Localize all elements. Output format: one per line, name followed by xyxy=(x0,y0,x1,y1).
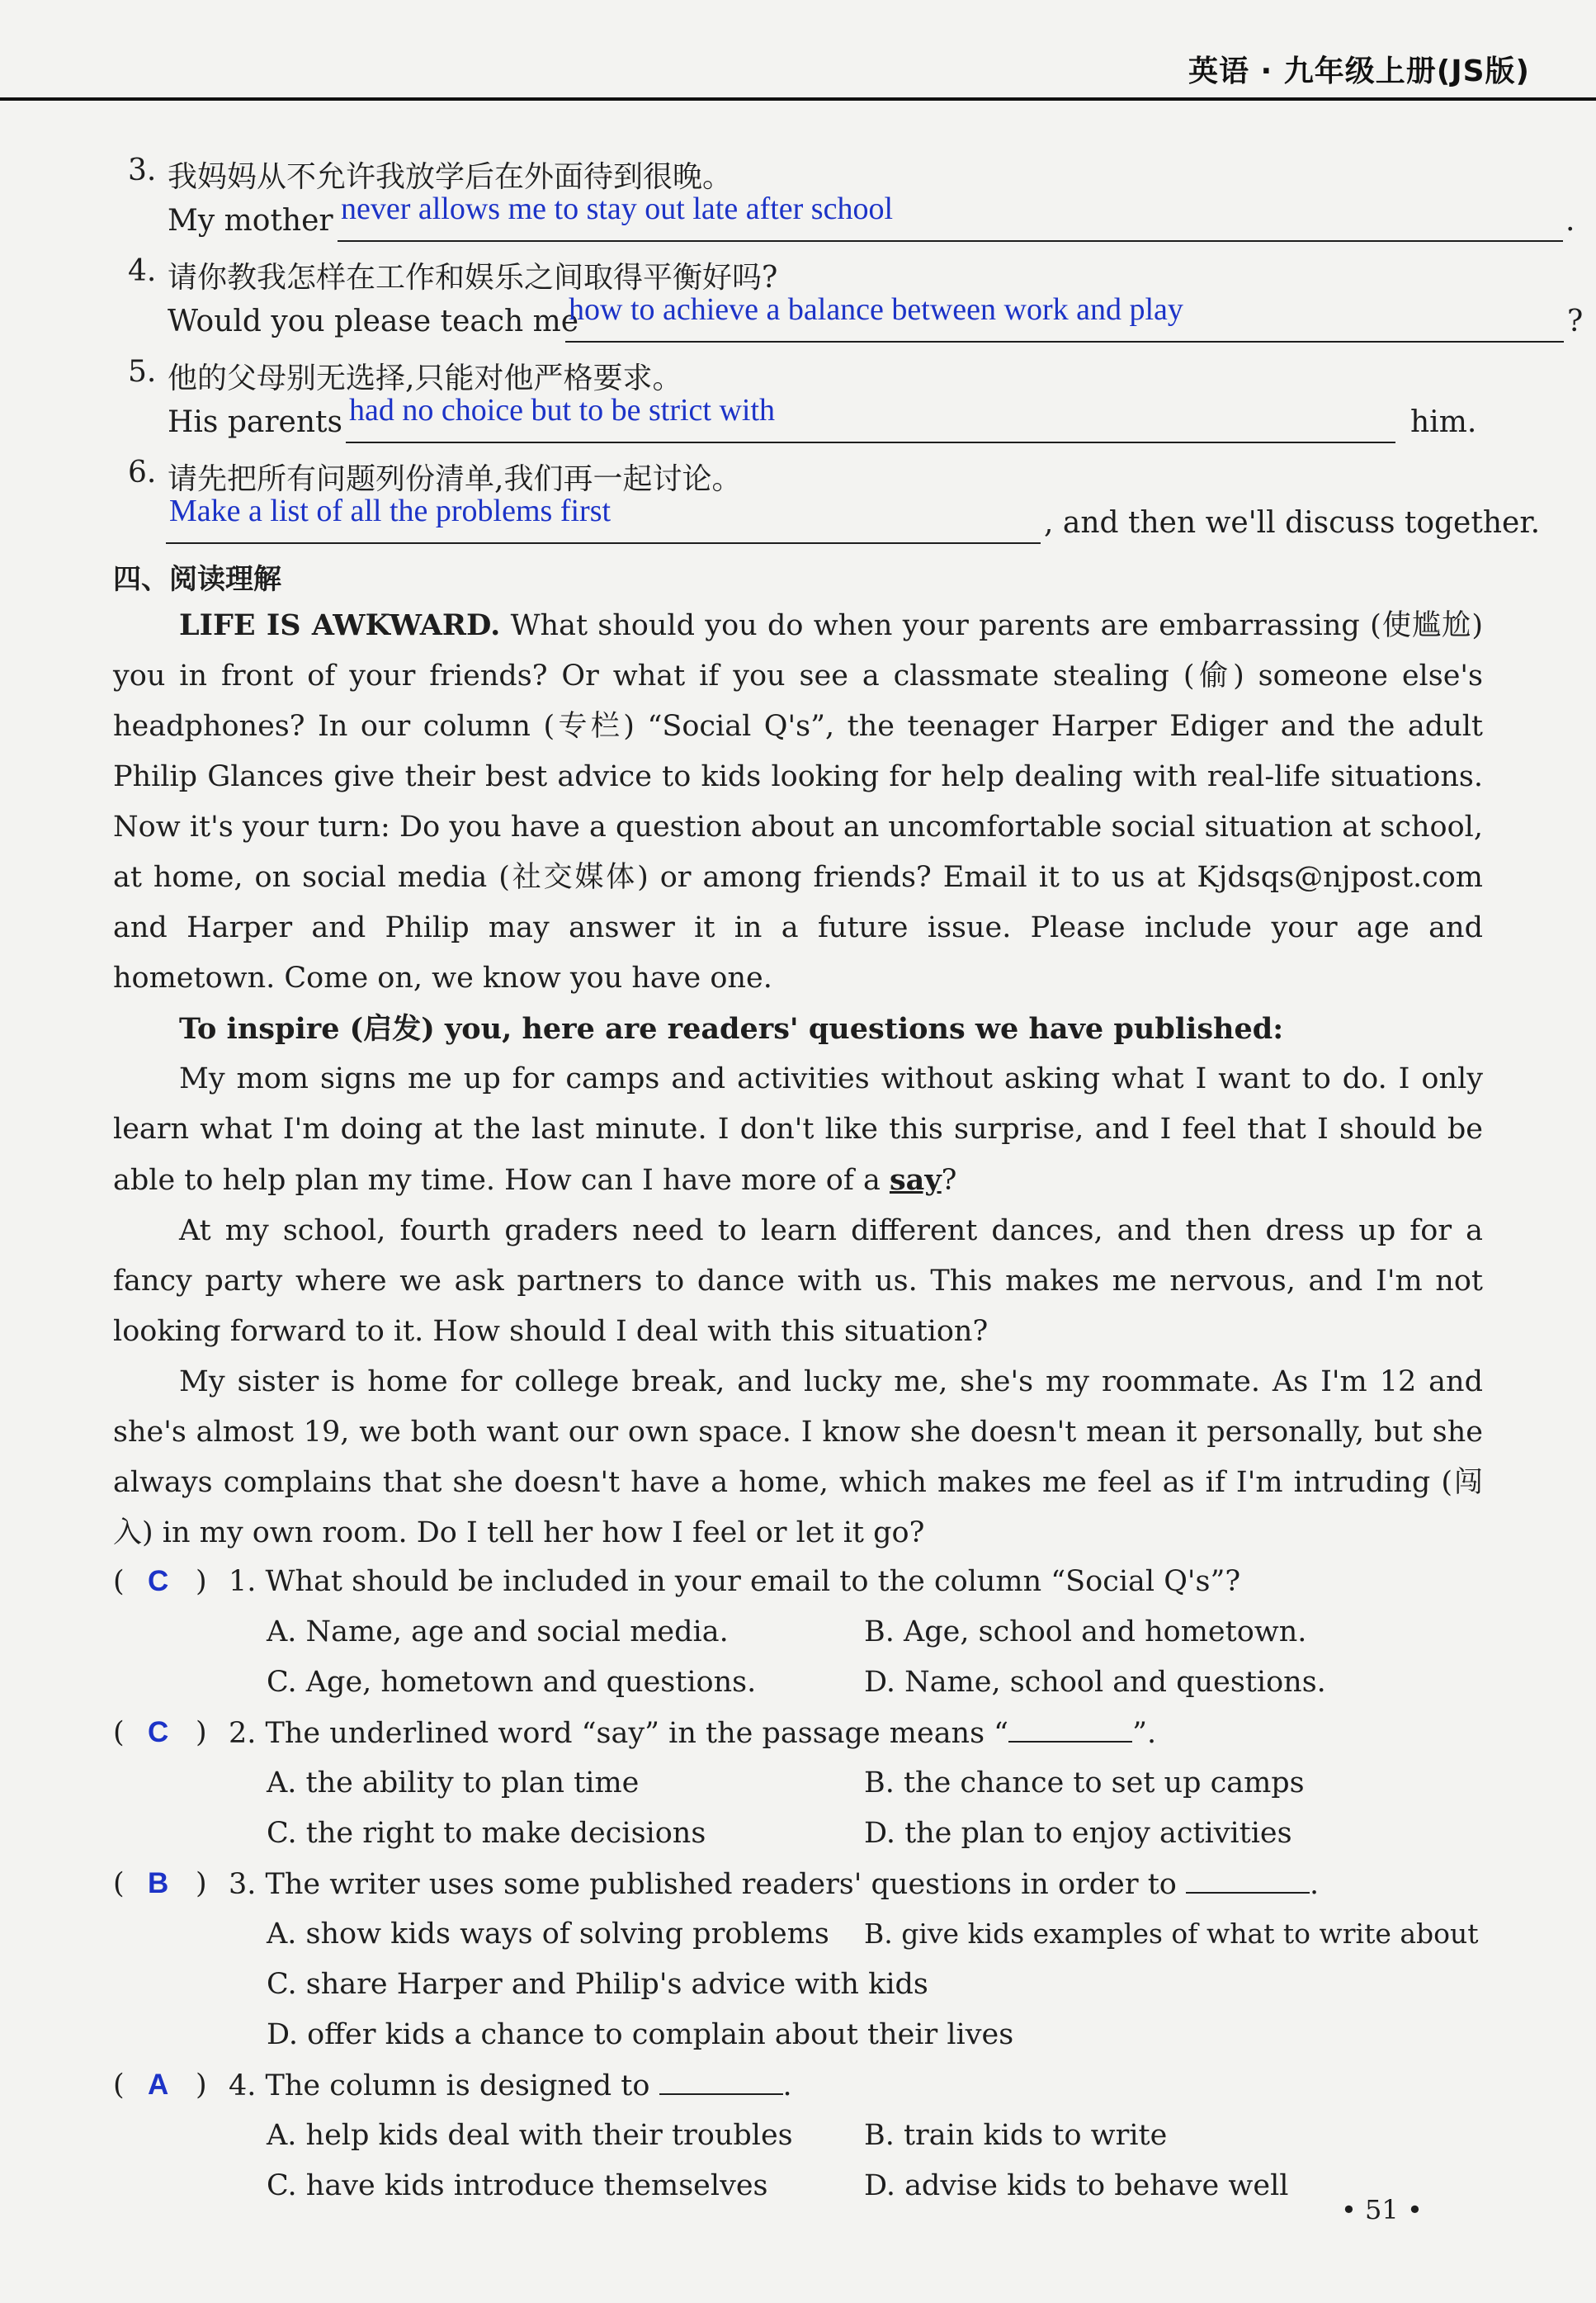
options-row xyxy=(113,1810,1483,1861)
question-2 xyxy=(113,1710,1483,1760)
options-row xyxy=(113,1911,1483,1961)
option-a: A. help kids deal with their troubles xyxy=(267,2119,793,2152)
option-b: B. give kids examples of what to write about xyxy=(864,1918,1479,1950)
answer-line xyxy=(565,341,1564,343)
question-1 xyxy=(113,1558,1483,1609)
answer-line xyxy=(338,240,1563,242)
handwritten-answer: how to achieve a balance between work and play xyxy=(569,292,1183,327)
passage-text: ? xyxy=(941,1164,957,1197)
passage-intro: To inspire (启发) you, here are readers' questions we have published: xyxy=(179,1012,1284,1046)
paren-open: ( xyxy=(113,1867,125,1900)
handwritten-answer: never allows me to stay out late after school xyxy=(341,192,894,226)
options-row xyxy=(113,1961,1483,2012)
passage-text: What should you do when your parents are embarrassing (使尴尬) you in front of your friends? Or what if you see a classmate stealing (偷) someone else's headphones? In our column (专栏) “Social Q's”, the teenager Harper Ediger and the adult Philip Glances give their best advice to kids looking for help dealing with real-life situations. Now it's your turn: Do you have a question about an uncomfortable social situation at school, at home, on social media (社交媒体) or among friends? Email it to us at Kjdsqs@njpost.com and Harper and Philip may answer it in a future issue. Please include your age and hometown. Come on, we know you have one. xyxy=(113,609,1483,995)
book-header: 英语 · 九年级上册(JS版) xyxy=(1188,54,1530,88)
content xyxy=(113,147,1584,2213)
translation-3-en-row xyxy=(113,192,1575,248)
question-text xyxy=(229,1716,1156,1750)
chinese-sentence: 请你教我怎样在工作和娱乐之间取得平衡好吗? xyxy=(168,261,778,295)
sentence-prefix: My mother xyxy=(168,204,333,238)
sentence-suffix: . xyxy=(1565,204,1575,238)
paren-close: ) xyxy=(196,1716,207,1749)
question-number: 1. xyxy=(229,1565,257,1598)
question-stem: The column is designed to xyxy=(265,2069,659,2102)
passage-paragraph-1 xyxy=(113,600,1483,1004)
chinese-sentence: 请先把所有问题列份清单,我们再一起讨论。 xyxy=(168,462,742,496)
options-row xyxy=(113,1609,1483,1659)
chinese-sentence: 他的父母别无选择,只能对他严格要求。 xyxy=(168,362,682,395)
options-row xyxy=(113,2012,1483,2062)
section-title-row xyxy=(113,550,1483,600)
passage-paragraph-4: At my school, fourth graders need to learn different dances, and then dress up for a fancy party where we ask partners to dance with us. This makes me nervous, and I'm not looking forward to it. How should I deal with this situation? xyxy=(113,1214,1483,1348)
answer-mark: C xyxy=(148,1716,169,1748)
paren-open: ( xyxy=(113,1716,125,1749)
underlined-word-say: say xyxy=(889,1163,942,1197)
sentence-suffix: him. xyxy=(1410,405,1477,439)
passage-paragraph-5: My sister is home for college break, and lucky me, she's my roommate. As I'm 12 and she's almost 19, we both want our own space. I know she doesn't mean it personally, but she always complains that she doesn't have a home, which makes me feel as if I'm intruding (闯入) in my own room. Do I tell her how I feel or let it go? xyxy=(113,1365,1483,1549)
options-row xyxy=(113,1760,1483,1810)
translation-5-en-row xyxy=(113,393,1483,449)
passage-lead: LIFE IS AWKWARD. xyxy=(179,608,501,642)
option-d: D. offer kids a chance to complain about their lives xyxy=(267,2018,1014,2051)
option-d: D. the plan to enjoy activities xyxy=(864,1817,1292,1850)
question-text xyxy=(229,1565,1240,1598)
option-a: A. show kids ways of solving problems xyxy=(267,1918,829,1951)
answer-blank xyxy=(659,2069,783,2095)
answer-blank xyxy=(1186,1867,1310,1894)
question-stem-end: . xyxy=(1309,1868,1320,1901)
item-number: 6. xyxy=(128,456,157,489)
question-text xyxy=(229,2069,792,2102)
reading-passage xyxy=(113,600,1483,1558)
translation-6-cn-row xyxy=(113,449,1483,499)
answer-mark: B xyxy=(148,1867,169,1899)
item-number: 5. xyxy=(128,355,157,389)
question-3 xyxy=(113,1861,1483,1911)
question-stem-end: . xyxy=(782,2069,792,2102)
handwritten-answer: Make a list of all the problems first xyxy=(169,494,611,528)
paren-close: ) xyxy=(196,2069,207,2102)
item-number: 3. xyxy=(128,154,157,187)
options-row xyxy=(113,1659,1483,1710)
question-stem: The underlined word “say” in the passage means “ xyxy=(265,1717,1009,1750)
translation-4-cn-row xyxy=(113,248,1483,298)
translation-4-en-row xyxy=(113,292,1584,348)
option-c: C. Age, hometown and questions. xyxy=(267,1666,757,1699)
answer-blank xyxy=(1008,1716,1132,1743)
sentence-prefix: His parents xyxy=(168,405,342,439)
question-number: 3. xyxy=(229,1868,257,1901)
answer-line xyxy=(346,442,1395,443)
options-row xyxy=(113,2112,1483,2163)
passage-text: My mom signs me up for camps and activities without asking what I want to do. I only learn what I'm doing at the last minute. I don't like this surprise, and I feel that I should be able to help plan my time. How can I have more of a xyxy=(113,1062,1483,1197)
option-b: B. train kids to write xyxy=(864,2119,1168,2152)
option-d: D. advise kids to behave well xyxy=(864,2169,1289,2202)
option-c: C. share Harper and Philip's advice with kids xyxy=(267,1968,928,2001)
item-number: 4. xyxy=(128,254,157,288)
option-d: D. Name, school and questions. xyxy=(864,1666,1326,1699)
option-c: C. have kids introduce themselves xyxy=(267,2169,768,2202)
option-b: B. the chance to set up camps xyxy=(864,1766,1305,1799)
options-row xyxy=(113,2163,1483,2213)
chinese-sentence: 我妈妈从不允许我放学后在外面待到很晚。 xyxy=(168,160,733,194)
option-a: A. Name, age and social media. xyxy=(267,1615,729,1648)
question-stem: What should be included in your email to the column “Social Q's”? xyxy=(265,1565,1241,1598)
sentence-suffix: , and then we'll discuss together. xyxy=(1044,506,1541,540)
translation-3-cn-row xyxy=(113,147,1483,197)
answer-mark: C xyxy=(148,1565,169,1597)
page-number: • 51 • xyxy=(1341,2194,1423,2225)
section-title: 四、阅读理解 xyxy=(113,563,281,596)
sentence-prefix: Would you please teach me xyxy=(168,305,579,338)
answer-line xyxy=(166,542,1041,544)
sentence-suffix: ? xyxy=(1567,305,1584,338)
question-number: 2. xyxy=(229,1717,257,1750)
translation-6-en-row xyxy=(113,494,1541,550)
passage-paragraph-3 xyxy=(113,1054,1483,1206)
paren-close: ) xyxy=(196,1867,207,1900)
option-a: A. the ability to plan time xyxy=(267,1766,640,1799)
handwritten-answer: had no choice but to be strict with xyxy=(349,393,776,428)
question-stem-end: ”. xyxy=(1132,1717,1157,1750)
option-c: C. the right to make decisions xyxy=(267,1817,706,1850)
question-text xyxy=(229,1867,1319,1901)
question-number: 4. xyxy=(229,2069,257,2102)
translation-5-cn-row xyxy=(113,348,1483,399)
question-stem: The writer uses some published readers' questions in order to xyxy=(265,1868,1186,1901)
paren-close: ) xyxy=(196,1565,207,1598)
option-b: B. Age, school and hometown. xyxy=(864,1615,1307,1648)
answer-mark: A xyxy=(148,2069,169,2101)
question-4 xyxy=(113,2062,1483,2112)
paren-open: ( xyxy=(113,2069,125,2102)
paren-open: ( xyxy=(113,1565,125,1598)
header-divider xyxy=(0,97,1596,101)
